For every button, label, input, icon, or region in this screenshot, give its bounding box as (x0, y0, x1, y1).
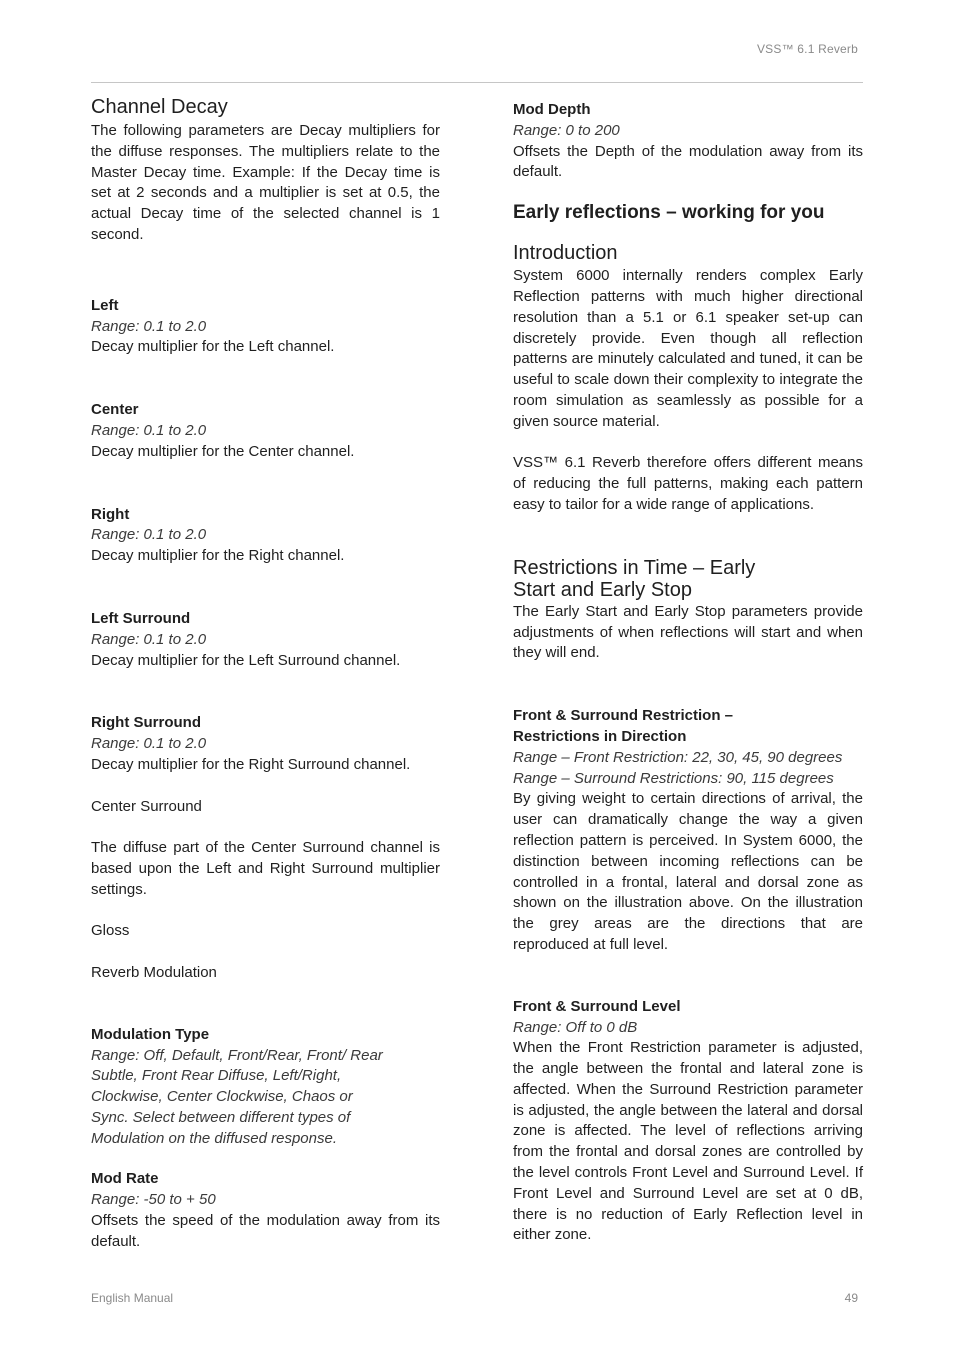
front-surround-restriction-title-1: Front & Surround Restriction – (513, 707, 734, 725)
header-rule (91, 82, 863, 83)
left-param-desc: Decay multiplier for the Left channel. (91, 338, 335, 356)
front-surround-level-desc: When the Front Restriction parameter is adjusted, the angle between the frontal and lateral zone is affected. When the Surround Restriction parameter is adjusted, the angle between the lateral and dorsal zone is affected. The level of reflections arriving from the frontal and dorsal zones are controlled by the level controls Front Level and Surround Level. If Front Level and Surround Level are set at 0 dB, there is no reduction of Early Reflection level in either zone. (513, 1039, 863, 1244)
center-param-desc: Decay multiplier for the Center channel. (91, 442, 355, 460)
left-param-title: Left (91, 296, 119, 314)
right-surround-param-range: Range: 0.1 to 2.0 (91, 735, 207, 753)
right-surround-param-title: Right Surround (91, 714, 201, 732)
center-surround-desc: The diffuse part of the Center Surround channel is based upon the Left and Right Surround multiplier settings. (91, 839, 440, 898)
modulation-type-title: Modulation Type (91, 1025, 210, 1043)
reverb-modulation-label: Reverb Modulation (91, 963, 217, 981)
mod-depth-range: Range: 0 to 200 (513, 121, 620, 139)
mod-depth-desc: Offsets the Depth of the modulation away from its default. (513, 142, 863, 181)
right-param-title: Right (91, 505, 130, 523)
gloss-label: Gloss (91, 922, 130, 940)
right-surround-param-desc: Decay multiplier for the Right Surround channel. (91, 755, 411, 773)
left-column (91, 96, 440, 1253)
restrictions-time-heading-line-1: Restrictions in Time – Early (513, 556, 756, 579)
mod-depth-title: Mod Depth (513, 101, 591, 118)
channel-decay-intro: The following parameters are Decay multipliers for the diffuse responses. The multipliers relate to the Master Decay time. Example: If the Decay time is set at 2 seconds and a multiplier is set at 0.5, the actual Decay time of the selected channel is 1 second. (91, 122, 440, 243)
modulation-type-range: Range: Off, Default, Front/Rear, Front/ Rear Subtle, Front Rear Diffuse, Left/Right, Clockwise, Center Clockwise, Chaos or Sync. Select between different types of Modulation on the diffused response. (91, 1046, 383, 1147)
surround-restriction-range: Range – Surround Restrictions: 90, 115 degrees (513, 769, 834, 787)
page-number: 49 (844, 1291, 858, 1305)
left-surround-param-title: Left Surround (91, 609, 191, 627)
introduction-paragraph-2: VSS™ 6.1 Reverb therefore offers different means of reducing the full patterns, making each pattern easy to tailor for a wide range of applications. (513, 454, 863, 513)
right-param-desc: Decay multiplier for the Right channel. (91, 547, 345, 565)
front-surround-restriction-desc: By giving weight to certain directions of arrival, the user can dramatically change the way a given reflection pattern is perceived. In System 6000, the distinction between incoming reflections can be controlled in a frontal, lateral and dorsal zone as shown on the illustration above. On the illustration the grey areas are the directions that are reproduced at full level. (513, 790, 863, 953)
front-surround-level-range: Range: Off to 0 dB (513, 1018, 638, 1036)
introduction-paragraph-1: System 6000 internally renders complex Early Reflection patterns with much higher directional resolution than a 5.1 or 6.1 speaker set-up can discretely provide. Even though all reflection patterns are minutely calculated and tuned, it can be useful to scale down their complexity to integrate the room simulation as seamlessly as possible for a given source material. (513, 267, 863, 430)
left-surround-param-desc: Decay multiplier for the Left Surround channel. (91, 651, 401, 669)
introduction-heading: Introduction (513, 242, 618, 265)
center-surround-title: Center Surround (91, 797, 202, 815)
restrictions-time-heading-line-2: Start and Early Stop (513, 578, 692, 601)
mod-rate-title: Mod Rate (91, 1170, 159, 1188)
early-reflections-heading: Early reflections – working for you (513, 202, 825, 224)
front-surround-restriction-title-2: Restrictions in Direction (513, 727, 687, 745)
left-surround-param-range: Range: 0.1 to 2.0 (91, 630, 207, 648)
mod-rate-range: Range: -50 to + 50 (91, 1191, 216, 1209)
footer-manual-label: English Manual (91, 1291, 174, 1305)
right-param-range: Range: 0.1 to 2.0 (91, 526, 207, 544)
left-param-range: Range: 0.1 to 2.0 (91, 317, 207, 335)
front-surround-level-title: Front & Surround Level (513, 997, 681, 1015)
running-header: VSS™ 6.1 Reverb (756, 42, 858, 56)
right-column (513, 96, 863, 1246)
center-param-title: Center (91, 401, 139, 419)
center-param-range: Range: 0.1 to 2.0 (91, 421, 207, 439)
front-restriction-range: Range – Front Restriction: 22, 30, 45, 90 degrees (513, 748, 843, 766)
restrictions-time-desc: The Early Start and Early Stop parameters provide adjustments of when reflections will start and when they will end. (513, 602, 863, 662)
channel-decay-heading: Channel Decay (91, 96, 228, 118)
mod-rate-desc: Offsets the speed of the modulation away from its default. (91, 1212, 440, 1250)
